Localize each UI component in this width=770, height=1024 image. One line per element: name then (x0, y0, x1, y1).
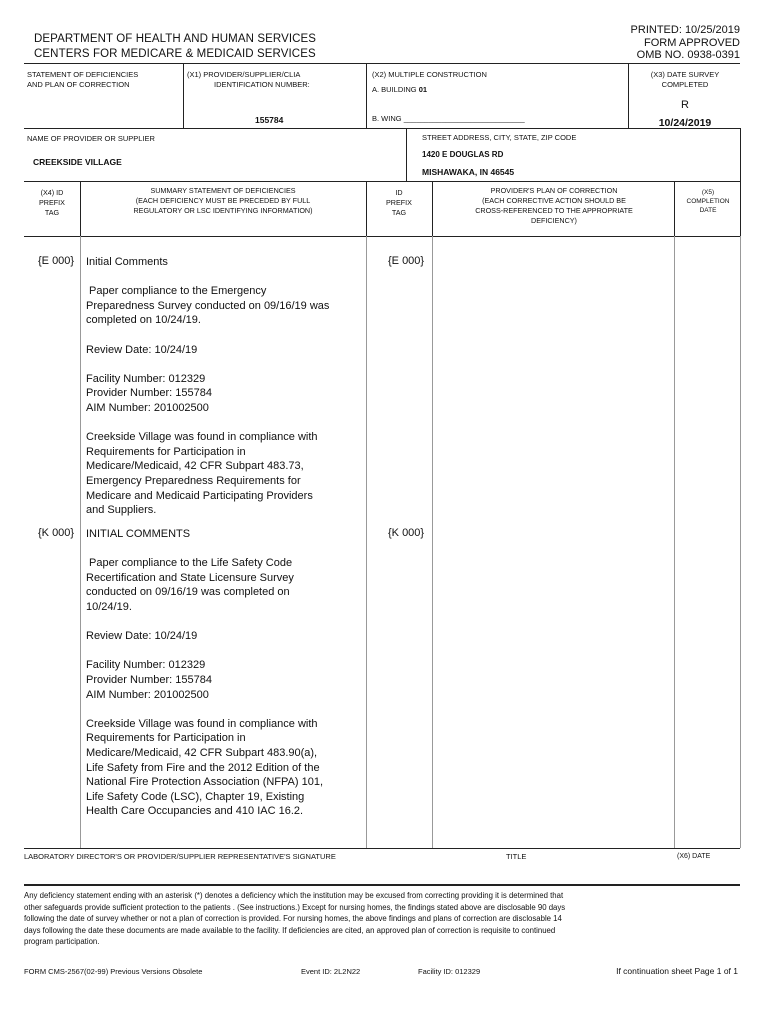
street-address: 1420 E DOUGLAS RD (422, 150, 504, 159)
printed-date: PRINTED: 10/25/2019 (630, 24, 740, 36)
x4-header: (X4) ID PREFIX TAG (39, 188, 65, 217)
divider (366, 236, 367, 848)
x3-label: (X3) DATE SURVEY COMPLETED (650, 70, 720, 89)
department-name: DEPARTMENT OF HEALTH AND HUMAN SERVICES (34, 33, 317, 45)
deficiency-text-k000: INITIAL COMMENTS Paper compliance to the Life Safety Code Recertification and State Licensure Survey conducted on 09/16/19 was completed on 10/24/19. Review Date: 10/24/19 Facility Number: 012329 Provider Number: 155784 AIM Number: 201002500 Creekside Village was found in compliance with Requirements for Participation in Medicare/Medicaid, 42 CFR Subpart 483.90(a), Life Safety from Fire and the 2012 Edition of the National Fire Protection Association (NFPA) 101, Life Safety Code (LSC), Chapter 19, Existing Health Care Occupancies and 410 IAC 16.2. (86, 527, 364, 819)
building-label: A. BUILDING (372, 85, 417, 94)
divider (740, 236, 741, 848)
divider (406, 128, 407, 181)
column-header-border (24, 236, 740, 237)
divider (740, 181, 741, 236)
divider (628, 63, 629, 128)
building-row (372, 85, 427, 95)
provider-number: 155784 (255, 115, 284, 125)
agency-header (34, 32, 316, 62)
disclaimer-text: Any deficiency statement ending with an asterisk (*) denotes a deficiency which the institution may be excused from correcting providing it is determined that other safeguards provide sufficient protection to the patients . (See instructions.) Except for nursing homes, the findings stated above are disclosable 90 days following the date of survey whether or not a plan of correction is provided. For nursing homes, the above findings and plans of correction are disclosable 14 days following the date these documents are made available to the facility. If deficiencies are cited, an approved plan of correction is requisite to continued program participation. (24, 891, 566, 946)
divider (183, 63, 184, 128)
form-status-block (631, 24, 740, 62)
divider (674, 236, 675, 848)
id-tag-e000: {E 000} (388, 255, 425, 267)
divider (432, 181, 433, 236)
divider (674, 181, 675, 236)
divider (740, 128, 741, 181)
provider-box-border (24, 181, 740, 182)
prefix-tag-e000: {E 000} (38, 255, 75, 267)
x3-letter: R (681, 99, 689, 111)
divider (80, 236, 81, 848)
building-value: 01 (418, 85, 428, 94)
wing-row (372, 114, 525, 124)
x1-label: (X1) PROVIDER/SUPPLIER/CLIA IDENTIFICATION NUMBER: (187, 70, 310, 89)
form-approved: FORM APPROVED (644, 36, 740, 49)
x5-header: (X5) COMPLETION DATE (686, 189, 730, 214)
divider (432, 236, 433, 848)
continuation-sheet: If continuation sheet Page 1 of 1 (616, 966, 738, 976)
signature-label: LABORATORY DIRECTOR'S OR PROVIDER/SUPPLIER REPRESENTATIVE'S SIGNATURE (24, 852, 336, 861)
statement-label: STATEMENT OF DEFICIENCIES AND PLAN OF CORRECTION (27, 70, 139, 89)
summary-header: SUMMARY STATEMENT OF DEFICIENCIES (EACH DEFICIENCY MUST BE PRECEDED BY FULL REGULATORY OR LSC IDENTIFYING INFORMATION) (133, 186, 313, 215)
divider (366, 63, 367, 128)
facility-id: Facility ID: 012329 (418, 967, 481, 976)
entry-title: INITIAL COMMENTS (86, 528, 191, 540)
date-label: (X6) DATE (677, 853, 711, 860)
prefix-tag-k000: {K 000} (38, 527, 75, 539)
form-number: FORM CMS-2567(02-99) Previous Versions Obsolete (24, 967, 203, 976)
provider-name-label: NAME OF PROVIDER OR SUPPLIER (27, 134, 155, 143)
x2-label: (X2) MULTIPLE CONSTRUCTION (372, 70, 487, 79)
deficiency-text-e000: Initial Comments Paper compliance to the Emergency Preparedness Survey conducted on 09/16/19 was completed on 10/24/19. Review Date: 10/24/19 Facility Number: 012329 Provider Number: 155784 AIM Number: 201002500 Creekside Village was found in compliance with Requirements for Participation in Medicare/Medicaid, 42 CFR Subpart 483.73, Emergency Preparedness Requirements for Medicare and Medicaid Participating Providers and Suppliers. (86, 255, 364, 518)
agency-name: CENTERS FOR MEDICARE & MEDICAID SERVICES (34, 48, 316, 60)
id-tag-k000: {K 000} (388, 527, 425, 539)
top-box-border (24, 63, 740, 64)
entry-title: Initial Comments (86, 256, 168, 268)
survey-completed-date: 10/24/2019 (658, 117, 712, 129)
title-label: TITLE (506, 852, 527, 861)
city-state-zip: MISHAWAKA, IN 46545 (422, 167, 515, 177)
divider (80, 181, 81, 236)
wing-label: B. WING (372, 114, 402, 123)
event-id: Event ID: 2L2N22 (301, 967, 361, 976)
omb-number: OMB NO. 0938-0391 (636, 49, 740, 61)
id-header: ID PREFIX TAG (386, 188, 412, 217)
provider-name: CREEKSIDE VILLAGE (33, 157, 122, 167)
signature-bottom-border (24, 884, 740, 886)
wing-value: _____________________________ (403, 114, 525, 123)
signature-row-border (24, 848, 740, 849)
plan-header: PROVIDER'S PLAN OF CORRECTION (EACH CORRECTIVE ACTION SHOULD BE CROSS-REFERENCED TO THE APPROPRIATE DEFICIENCY) (475, 186, 633, 225)
address-label: STREET ADDRESS, CITY, STATE, ZIP CODE (422, 133, 577, 142)
